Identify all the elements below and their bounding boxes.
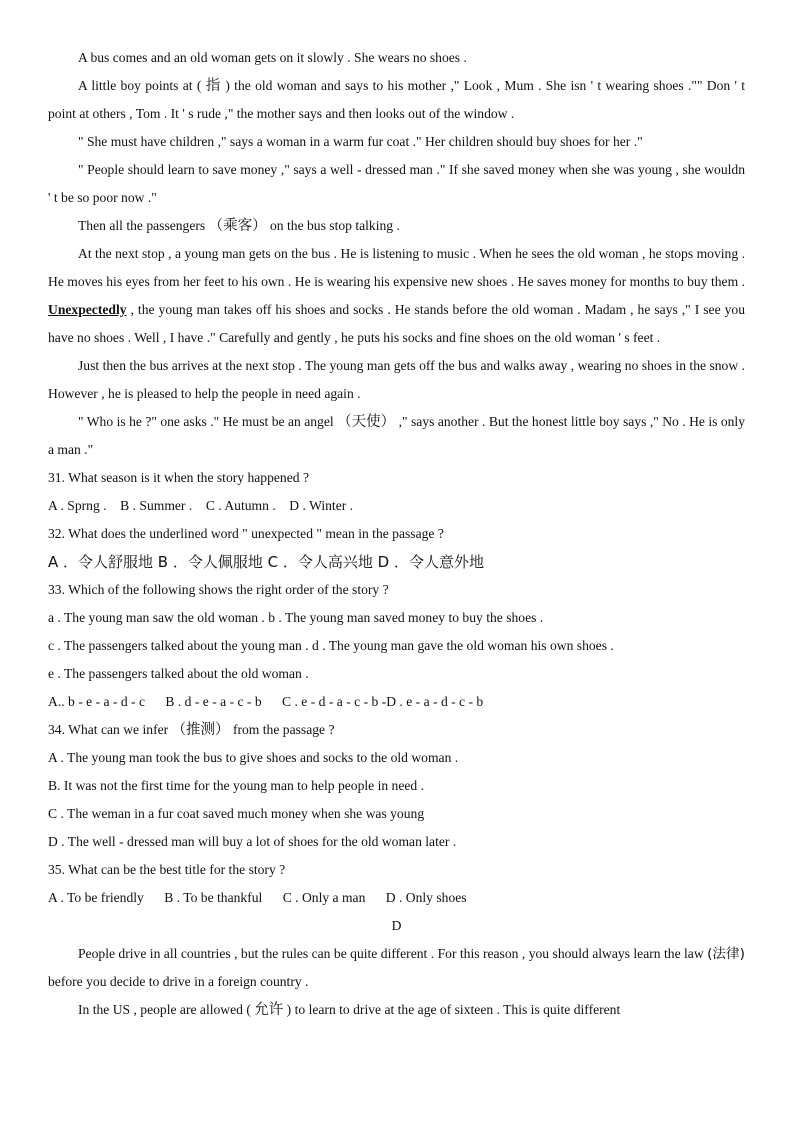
question-33-item-e: e . The passengers talked about the old woman . xyxy=(48,666,309,681)
paragraph-3 xyxy=(48,128,745,156)
section-d-paragraph-1 xyxy=(48,940,745,996)
chinese-gloss: （推测） xyxy=(171,722,230,738)
question-35: 35. What can be the best title for the story ? xyxy=(48,862,286,877)
document-page xyxy=(48,44,745,1024)
paragraph-7 xyxy=(48,352,745,408)
question-32-options: A ．令人舒服地 B ．令人佩服地 C ．令人高兴地 D ．令人意外地 xyxy=(48,553,484,571)
paragraph-text: Then all the passengers xyxy=(78,218,209,233)
paragraph-text: ) to learn to drive at the age of sixteen . This is quite different xyxy=(283,1002,621,1017)
paragraph-text: A bus comes and an old woman gets on it slowly . She wears no shoes . xyxy=(78,50,467,65)
chinese-gloss: （乘客） xyxy=(208,218,267,234)
question-32: 32. What does the underlined word " unexpected " mean in the passage ? xyxy=(48,526,444,541)
question-34-option-c: C . The weman in a fur coat saved much money when she was young xyxy=(48,806,425,821)
question-33-item-ab: a . The young man saw the old woman . b . The young man saved money to buy the shoes . xyxy=(48,610,544,625)
question-31-options: A . Sprng . B . Summer . C . Autumn . D . Winter . xyxy=(48,498,354,513)
paragraph-4 xyxy=(48,156,745,212)
question-34 xyxy=(48,716,745,744)
paragraph-text: ," says another . But the honest little boy says ," No . He is only a man ." xyxy=(48,414,745,457)
paragraph-text: before you decide to drive in a foreign country . xyxy=(48,974,309,989)
question-33-options: A.. b - e - a - d - c B . d - e - a - c - b C . e - d - a - c - b -D . e - a - d - c - b xyxy=(48,694,484,709)
paragraph-2 xyxy=(48,72,745,128)
paragraph-text: ) the old woman and says to his mother ," Look , Mum . She isn ' t wearing shoes ."" Don ' t point at others , Tom . It ' s rude ," the mother says and then looks out of the window . xyxy=(48,78,745,121)
chinese-gloss: (法律) xyxy=(707,946,745,962)
chinese-gloss: （天使） xyxy=(337,414,396,430)
paragraph-text: In the US , people are allowed ( xyxy=(78,1002,255,1017)
section-d-paragraph-2 xyxy=(48,996,745,1024)
question-34-option-a: A . The young man took the bus to give shoes and socks to the old woman . xyxy=(48,750,459,765)
question-34-option-b: B. It was not the first time for the young man to help people in need . xyxy=(48,778,425,793)
chinese-gloss: 允许 xyxy=(254,1002,284,1018)
section-heading: D xyxy=(391,918,402,933)
paragraph-text: People drive in all countries , but the rules can be quite different . For this reason , you should always learn the law xyxy=(78,946,708,961)
paragraph-text: " Who is he ?" one asks ." He must be an angel xyxy=(78,414,338,429)
paragraph-text: on the bus stop talking . xyxy=(266,218,400,233)
chinese-gloss: 指 xyxy=(205,78,222,94)
paragraph-text: At the next stop , a young man gets on the bus . He is listening to music . When he sees the old woman , he stops moving . He moves his eyes from her feet to his own . He is wearing his expensive new shoes . He saves money for months to buy them . xyxy=(48,246,745,289)
paragraph-text: Just then the bus arrives at the next stop . The young man gets off the bus and walks away , wearing no shoes in the snow . However , he is pleased to help the people in need again . xyxy=(48,358,745,401)
question-33-item-cd: c . The passengers talked about the young man . d . The young man gave the old woman his own shoes . xyxy=(48,638,614,653)
question-31: 31. What season is it when the story happened ? xyxy=(48,470,309,485)
paragraph-5 xyxy=(48,212,745,240)
question-35-options: A . To be friendly B . To be thankful C . Only a man D . Only shoes xyxy=(48,890,467,905)
question-text: from the passage ? xyxy=(229,722,335,737)
paragraph-text: " She must have children ," says a woman in a warm fur coat ." Her children should buy shoes for her ." xyxy=(78,134,643,149)
paragraph-1 xyxy=(48,44,745,72)
question-text: 34. What can we infer xyxy=(48,722,172,737)
underlined-word: Unexpectedly xyxy=(48,302,127,317)
paragraph-text: A little boy points at ( xyxy=(78,78,206,93)
paragraph-6 xyxy=(48,240,745,352)
paragraph-text: , the young man takes off his shoes and socks . He stands before the old woman . Madam , he says ," I see you have no shoes . Well , I have ." Carefully and gently , he puts his socks and fine shoes on the old woman ' s feet . xyxy=(48,302,745,345)
question-34-option-d: D . The well - dressed man will buy a lot of shoes for the old woman later . xyxy=(48,834,457,849)
paragraph-8 xyxy=(48,408,745,464)
question-33: 33. Which of the following shows the right order of the story ? xyxy=(48,582,389,597)
paragraph-text: " People should learn to save money ," says a well - dressed man ." If she saved money when she was young , she wouldn ' t be so poor now ." xyxy=(48,162,745,205)
